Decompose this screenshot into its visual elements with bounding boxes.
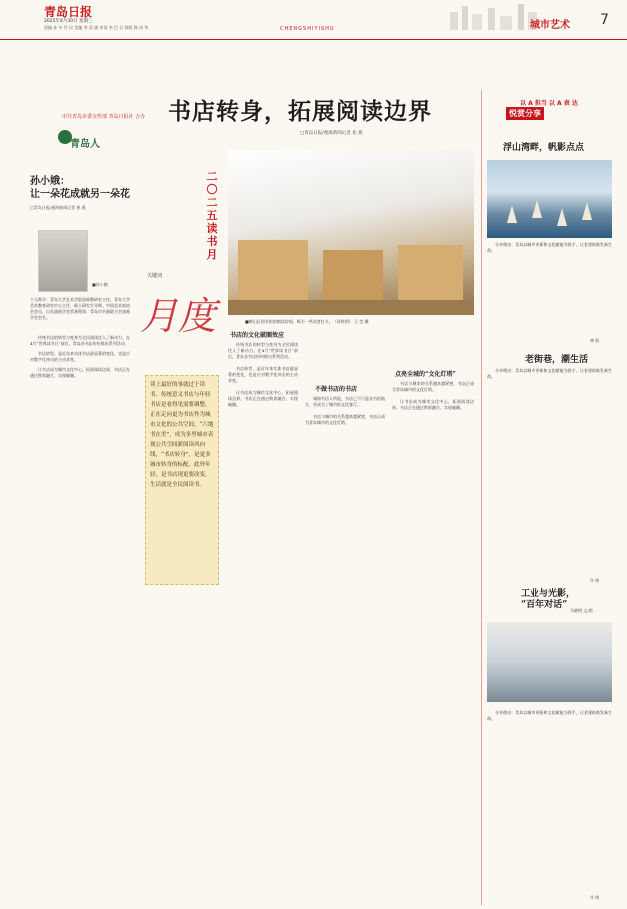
body-paragraph: 让书店成为城市文化中心，拓展阅读边界，书店正在通过跨界融合，实现破圈。 — [228, 390, 298, 407]
article2-credit: 许 明 — [590, 578, 600, 583]
body-column-1 — [228, 342, 298, 408]
right-column-brand-badge: 悦赏分享 — [506, 107, 544, 120]
article3-title-line1: 工业与光影， — [521, 589, 576, 599]
reading-month-vertical-title: 二〇二五读书月 — [206, 170, 218, 261]
profile-brand: 青岛人 — [70, 139, 100, 150]
article3-credit: 马晓明 文/图 — [570, 608, 593, 613]
right-column-brand: 以 A 担当 以 A 表 达 — [520, 100, 578, 107]
article3-body — [487, 710, 612, 722]
profile-byline: □青岛日报/观海新闻记者 崔 燕 — [30, 205, 86, 210]
photo-caption: ■崂山区图书馆的朗读房间，吸引一些读者打卡。（资料图） 王 莹 摄 — [245, 319, 369, 324]
profile-title-line2: 让一朵花成就另一朵花 — [30, 189, 130, 200]
body-paragraph: 书店与城市的关系越来越紧密，书店正成为青岛城市的文化灯塔。 — [392, 381, 474, 392]
keyword-month: 月度 — [140, 294, 217, 338]
subhead-2: 不做书店的书店 — [315, 386, 358, 393]
subhead-3: 点亮全城的“文化灯塔” — [395, 371, 456, 378]
industrial-photo — [487, 622, 612, 702]
sidebar-quote-box — [145, 375, 219, 585]
article2-paragraph: 分享理由：青岛以城市更新和文化赋能为抓手，让老建筑焕发新生命。 — [487, 368, 612, 379]
article3-title-line2: “百年对话” — [521, 600, 568, 610]
article2-title: 老街巷，潮生活 — [525, 355, 589, 365]
profile-paragraph: 传统书店的转型与变身为全民阅读注入了新动力。在4月“世界读书日”前后，青岛各书店纷纷推出系列活动。 — [30, 335, 130, 346]
subhead-1: 书店的文化破圈效应 — [230, 332, 285, 339]
article1-title: 浮山湾畔，帆影点点 — [503, 143, 585, 153]
body-paragraph: 让书店成为城市文化中心，拓展阅读边界，书店正在通过跨界融合，实现破圈。 — [392, 399, 474, 410]
keyword-label: 关键词 — [147, 273, 163, 279]
headline-byline: □青岛日报/观海新闻记者 崔 燕 — [300, 131, 363, 136]
page-headline: 书店转身，拓展阅读边界 — [168, 98, 432, 125]
profile-title-line1: 孙小娥： — [30, 176, 70, 187]
profile-body — [30, 335, 130, 379]
article3-paragraph: 分享理由：青岛以城市更新和文化赋能为抓手，让老建筑焕发新生命。 — [487, 710, 612, 721]
dateline: 2025年4月30日 星期三 — [44, 19, 93, 24]
profile-intro: 个人简介：青岛大学艺术学院油画教研室主任，青岛大学美术教育研究中心主任，硕士研究生导师。中国美术家协会会员，山东油画学会常务理事，青岛市书画联合会油画学会会长。 — [30, 297, 130, 320]
sailing-photo — [487, 160, 612, 238]
newspaper-logo: 青岛日报 — [44, 5, 93, 19]
body-paragraph: 传统书店的转型与变身为全民阅读注入了新动力。在4月“世界读书日”前后，青岛各书店纷纷推出系列活动。 — [228, 342, 298, 359]
article2-body — [487, 368, 612, 380]
article3-title — [521, 589, 575, 611]
bookstore-photo — [228, 150, 474, 315]
portrait-photo — [38, 230, 88, 292]
profile-tag: 中共青岛市委宣传部 青岛日报社 合办 — [62, 114, 146, 120]
section-pinyin: CHENGSHIYISHU — [280, 26, 335, 32]
editor-contacts: 责编 孙 中 世 民 美编 李 雨 涵 审读 李 巴 吾 排版 韩 涛 华 — [44, 25, 149, 30]
article1-body — [487, 242, 612, 254]
profile-title — [30, 175, 130, 201]
page-number: 7 — [600, 12, 609, 28]
article1-credit: 林 跃 — [590, 338, 600, 343]
article4-credit: 许 明 — [590, 895, 600, 900]
article1-paragraph: 分享理由：青岛以城市更新和文化赋能为抓手，让老建筑焕发新生命。 — [487, 242, 612, 253]
section-name: 城市艺术 — [530, 20, 570, 31]
body-column-2 — [305, 396, 385, 426]
portrait-caption: ■孙小娥 — [92, 282, 108, 287]
profile-paragraph: 让书店成为城市文化中心，拓展阅读边界，书店正在通过跨界融合，实现破圈。 — [30, 367, 130, 378]
sidebar-quote: 读上最好的事就过于读书。传统意义书店与年轻书店是看得见需要调整，正在走向更为书店作为城市文化的公共空间，“六地书在美”，成为多里城市表现公共空间新阅读风向线，“书店转身”，是更多城市转身的标配。此外年轻，是书店现更要改变，生活就是全民阅读书。 — [150, 382, 214, 488]
body-column-3 — [392, 381, 474, 411]
body-paragraph: 书店转型，是近年来实体书店最显著的变化，也是应对数字化冲击的主动求变。 — [228, 366, 298, 383]
body-paragraph: 书店与城市的关系越来越紧密，书店正成为青岛城市的文化灯塔。 — [305, 414, 385, 425]
profile-paragraph: 书店转型，是近年来实体书店最显著的变化，也是应对数字化冲击的主动求变。 — [30, 351, 130, 362]
body-paragraph: 诚如书店人所说，书店已不只是卖书的地方，更成为了城市的文化客厅。 — [305, 396, 385, 407]
